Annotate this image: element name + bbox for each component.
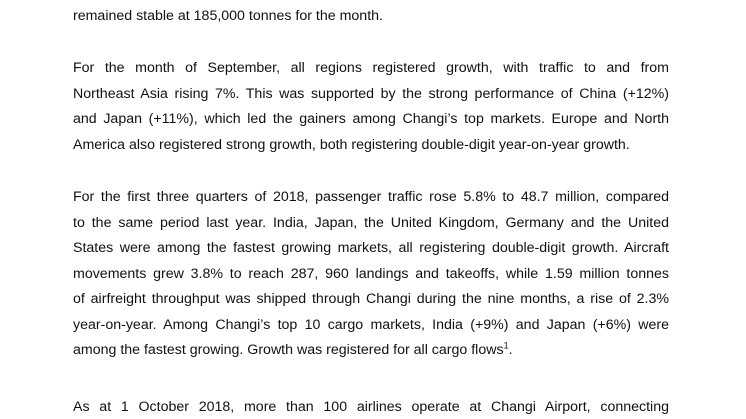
text-line: For the first three quarters of 2018, passenger traffic rose 5.8% to 48.7 million, compared bbox=[73, 189, 669, 205]
text-line: year-on-year. Among Changi’s top 10 cargo markets, India (+9%) and Japan (+6%) were bbox=[73, 316, 669, 333]
text-line-last bbox=[73, 338, 669, 364]
text-line: For the month of September, all regions registered growth, with traffic to and from bbox=[73, 60, 669, 76]
text-line: remained stable at 185,000 tonnes for the month. bbox=[73, 8, 383, 24]
text-line: movements grew 3.8% to reach 287, 960 landings and takeoffs, while 1.59 million tonnes bbox=[73, 265, 669, 282]
text-line: and Japan (+11%), which led the gainers among Changi’s top markets. Europe and North bbox=[73, 111, 669, 127]
paragraph-september-regions bbox=[73, 56, 669, 158]
text-line-content: among the fastest growing. Growth was registered for all cargo flows bbox=[73, 342, 504, 358]
text-line: Northeast Asia rising 7%. This was supported by the strong performance of China (+12%) bbox=[73, 85, 669, 102]
footnote-ref: 1 bbox=[503, 340, 509, 351]
text-line: As at 1 October 2018, more than 100 airlines operate at Changi Airport, connecting bbox=[73, 399, 669, 415]
final-punctuation: . bbox=[508, 342, 513, 358]
text-line: of airfreight throughput was shipped through Changi during the nine months, a rise of 2.3% bbox=[73, 291, 669, 307]
text-line: States were among the fastest growing markets, all registering double-digit growth. Aircraft bbox=[73, 240, 669, 256]
paragraph-cargo-stable bbox=[73, 4, 669, 30]
text-line: to the same period last year. India, Japan, the United Kingdom, Germany and the United bbox=[73, 214, 669, 231]
text-line: America also registered strong growth, both registering double-digit year-on-year growth. bbox=[73, 136, 630, 153]
paragraph-airlines bbox=[73, 395, 669, 419]
paragraph-first-three-quarters bbox=[73, 185, 669, 364]
